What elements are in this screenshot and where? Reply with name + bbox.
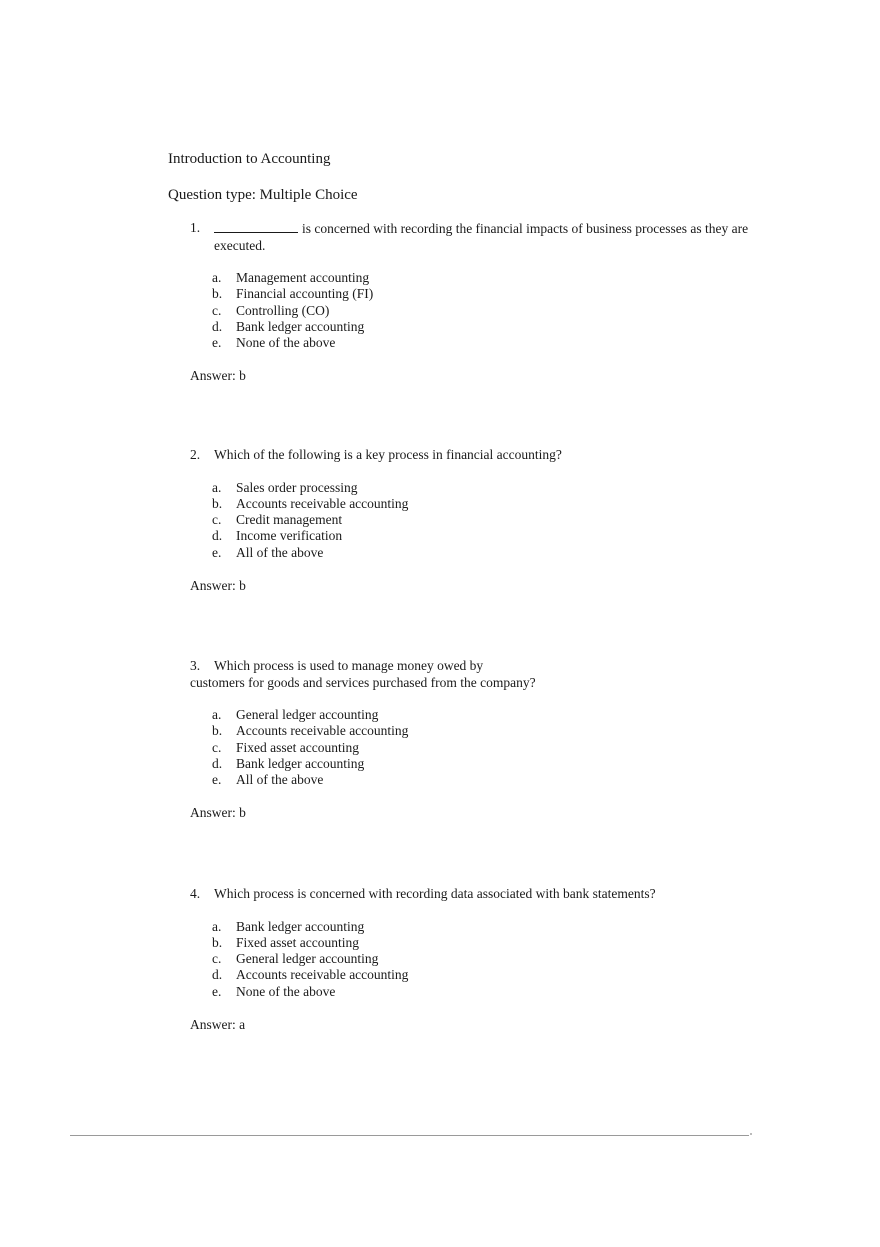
question-text-continued: customers for goods and services purchased from the company?: [190, 674, 536, 690]
option-letter: e.: [212, 544, 222, 560]
option-item: [190, 303, 770, 319]
option-item: [190, 270, 770, 286]
option-item: [190, 319, 770, 335]
option-letter: e.: [212, 772, 222, 788]
question-number: 4.: [190, 886, 201, 901]
question-1: [190, 220, 770, 385]
option-text: Controlling (CO): [236, 302, 330, 318]
question-stem: [190, 220, 770, 254]
answer-key: Answer: b: [190, 577, 246, 593]
option-text: Accounts receivable accounting: [236, 495, 409, 511]
option-item: [190, 740, 770, 756]
question-number: 2.: [190, 447, 201, 462]
option-item: [190, 528, 770, 544]
option-text: General ledger accounting: [236, 951, 379, 967]
answer-key: Answer: a: [190, 1016, 246, 1032]
option-text: Fixed asset accounting: [236, 934, 359, 950]
option-item: [190, 545, 770, 561]
option-text: Financial accounting (FI): [236, 286, 374, 302]
footer-mark: [750, 1133, 752, 1135]
question-stem: [190, 886, 770, 903]
option-item: [190, 723, 770, 739]
option-letter: b.: [212, 723, 223, 739]
option-letter: b.: [212, 495, 223, 511]
option-item: [190, 496, 770, 512]
option-letter: a.: [212, 707, 222, 722]
option-item: [190, 935, 770, 951]
option-letter: c.: [212, 739, 222, 755]
option-letter: b.: [212, 934, 223, 950]
option-list: [190, 270, 770, 351]
option-text: All of the above: [236, 544, 324, 560]
answer-key: Answer: b: [190, 805, 246, 821]
document-title: Introduction to Accounting: [168, 151, 331, 167]
option-item: [190, 480, 770, 496]
option-item: [190, 335, 770, 351]
question-2: [190, 447, 770, 594]
option-item: [190, 772, 770, 788]
option-text: General ledger accounting: [236, 707, 379, 722]
option-text: Fixed asset accounting: [236, 739, 359, 755]
question-number: 3.: [190, 658, 201, 673]
option-letter: a.: [212, 918, 222, 934]
option-item: [190, 951, 770, 967]
option-letter: c.: [212, 512, 222, 528]
option-text: Sales order processing: [236, 479, 358, 495]
option-text: Bank ledger accounting: [236, 318, 365, 334]
option-item: [190, 286, 770, 302]
option-list: [190, 919, 770, 1000]
option-text: None of the above: [236, 335, 336, 351]
option-text: None of the above: [236, 983, 336, 999]
option-letter: c.: [212, 951, 222, 967]
question-4: [190, 886, 770, 1033]
option-text: Bank ledger accounting: [236, 918, 365, 934]
option-text: Income verification: [236, 528, 343, 544]
question-text: Which process is concerned with recording data associated with bank statements?: [214, 886, 656, 901]
option-item: [190, 707, 770, 723]
option-item: [190, 967, 770, 983]
option-text: All of the above: [236, 772, 324, 788]
question-text: is concerned with recording the financial impacts of business processes as they are executed.: [214, 221, 749, 253]
option-letter: a.: [212, 270, 222, 285]
question-stem: [190, 447, 770, 464]
option-item: [190, 512, 770, 528]
option-letter: e.: [212, 335, 222, 351]
option-list: [190, 480, 770, 561]
option-list: [190, 707, 770, 788]
option-text: Accounts receivable accounting: [236, 723, 409, 739]
option-letter: d.: [212, 318, 223, 334]
question-3: [190, 658, 770, 822]
option-text: Credit management: [236, 512, 343, 528]
option-item: [190, 984, 770, 1000]
question-stem: [190, 658, 770, 675]
option-text: Management accounting: [236, 270, 370, 285]
option-letter: d.: [212, 967, 223, 983]
option-item: [190, 919, 770, 935]
question-number: 1.: [190, 220, 201, 235]
question-text: Which of the following is a key process in financial accounting?: [214, 447, 562, 462]
answer-key: Answer: b: [190, 368, 246, 384]
footer-divider: [70, 1135, 749, 1136]
option-letter: c.: [212, 302, 222, 318]
option-text: Bank ledger accounting: [236, 755, 365, 771]
question-type-label: Question type: Multiple Choice: [168, 187, 358, 203]
option-letter: d.: [212, 755, 223, 771]
option-item: [190, 756, 770, 772]
question-text: Which process is used to manage money owed by: [214, 658, 484, 673]
option-letter: d.: [212, 528, 223, 544]
option-letter: e.: [212, 983, 222, 999]
option-letter: b.: [212, 286, 223, 302]
option-letter: a.: [212, 479, 222, 495]
fill-in-blank: [214, 220, 298, 233]
option-text: Accounts receivable accounting: [236, 967, 409, 983]
